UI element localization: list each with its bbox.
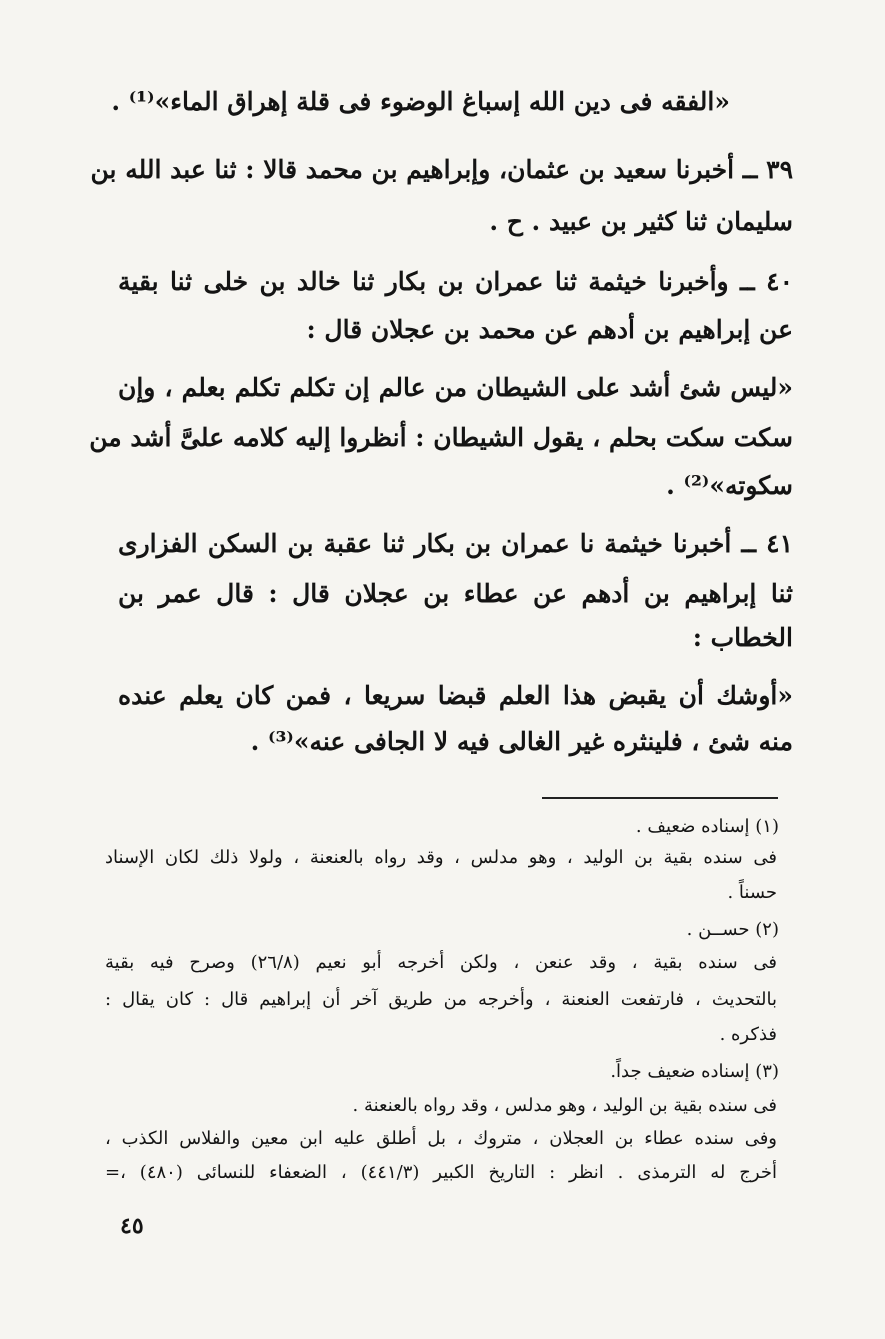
text-line: «أوشك أن يقبض هذا العلم قبضا سريعا ، فمن كان يعلم عنده (118, 681, 793, 710)
hadith-40-line: ٤٠ ــ وأخبرنا خيثمة ثنا عمران بن بكار ثنا خالد بن خلى ثنا بقية (118, 267, 793, 296)
text-line: الخطاب : (692, 623, 793, 652)
footnote-line: بالتحديث ، فارتفعت العنعنة ، وأخرجه من طريق آخر أن إبراهيم قال : كان يقال : (105, 989, 777, 1010)
footnote-2-heading: (٢) حســن . (686, 919, 779, 940)
footnote-3-heading: (٣) إسناده ضعيف جداً. (610, 1061, 779, 1082)
text-line: سليمان ثنا كثير بن عبيد . ح . (489, 207, 793, 236)
footnote-line: فى سنده بقية ، وقد عنعن ، ولكن أخرجه أبو نعيم (٢٦/٨) وصرح فيه بقية (105, 952, 777, 973)
text-line: «الفقه فى دين الله إسباغ الوضوء فى قلة إهراق الماء»⁽¹⁾ . (111, 87, 730, 116)
text-line: منه شئ ، فلينثره غير الغالى فيه لا الجافى عنه»⁽³⁾ . (250, 727, 793, 756)
page-number: ٤٥ (120, 1213, 144, 1239)
footnote-line: أخرج له الترمذى . انظر : التاريخ الكبير (٤٤١/٣) ، الضعفاء للنسائى (٤٨٠) ،= (105, 1162, 777, 1183)
footnote-line: حسناً . (727, 882, 777, 903)
hadith-39-line: ٣٩ ــ أخبرنا سعيد بن عثمان، وإبراهيم بن محمد قالا : ثنا عبد الله بن (90, 155, 793, 184)
footnote-line: فى سنده بقية بن الوليد ، وهو مدلس ، وقد رواه بالعنعنة . (352, 1095, 777, 1116)
footnote-line: فذكره . (719, 1024, 777, 1045)
footnote-line: وفى سنده عطاء بن العجلان ، متروك ، بل أطلق عليه ابن معين والفلاس الكذب ، (105, 1128, 777, 1149)
hadith-41-line: ٤١ ــ أخبرنا خيثمة نا عمران بن بكار ثنا عقبة بن السكن الفزارى (118, 529, 793, 558)
text-line: «ليس شئ أشد على الشيطان من عالم إن تكلم تكلم بعلم ، وإن (118, 373, 793, 402)
text-line: سكوته»⁽²⁾ . (666, 471, 793, 500)
footnote-line: فى سنده بقية بن الوليد ، وهو مدلس ، وقد رواه بالعنعنة ، ولولا ذلك لكان الإسناد (105, 847, 777, 868)
text-line: ثنا إبراهيم بن أدهم عن عطاء بن عجلان قال : قال عمر بن (118, 579, 793, 608)
footnote-1-heading: (١) إسناده ضعيف . (635, 816, 779, 837)
text-line: سكت سكت بحلم ، يقول الشيطان : أنظروا إليه كلامه علىَّ أشد من (89, 423, 793, 452)
footnote-separator (542, 797, 778, 799)
text-line: عن إبراهيم بن أدهم عن محمد بن عجلان قال : (306, 315, 793, 344)
